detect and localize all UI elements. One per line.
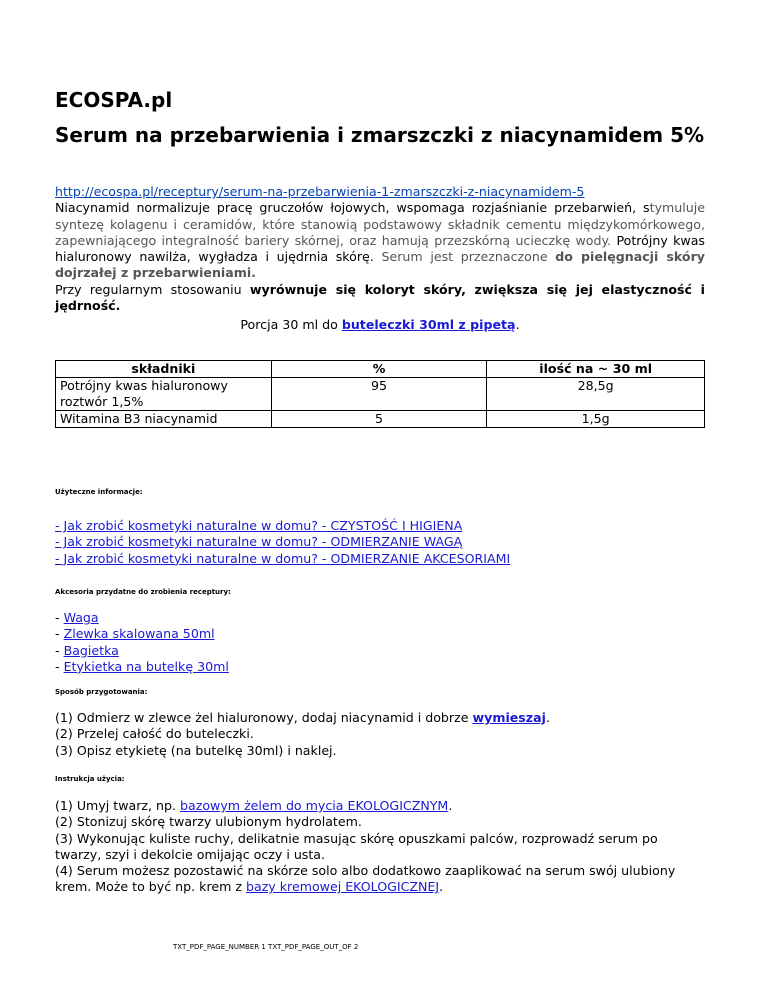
preparation-steps <box>55 710 705 759</box>
intro-text: zapewniającego integralność bariery skórnej, oraz hamują przezskórną ucieczkę wody. <box>55 232 612 248</box>
table-cell: 28,5g <box>487 378 705 411</box>
step-text: krem. Może to być np. krem z <box>55 879 246 895</box>
ingredients-table <box>55 360 705 428</box>
table-cell: Potrójny kwas hialuronowy roztwór 1,5% <box>56 378 272 411</box>
accessory-link-rod[interactable]: Bagietka <box>63 642 119 658</box>
page-footer: TXT_PDF_PAGE_NUMBER 1 TXT_PDF_PAGE_OUT_OF 2 <box>173 943 359 951</box>
step-text: . <box>448 798 453 813</box>
list-item: - Etykietka na butelkę 30ml <box>55 658 229 674</box>
intro-line-2: syntezę kolagenu i ceramidów, które stanowią podstawowy składnik cementu międzykomórkowego, <box>55 216 705 232</box>
page-title: Serum na przebarwienia i zmarszczki z niacynamidem 5% <box>55 123 705 147</box>
list-item: (3) Opisz etykietę (na butelkę 30ml) i naklej. <box>55 742 337 758</box>
table-row <box>56 378 705 411</box>
site-title: ECOSPA.pl <box>55 88 173 112</box>
table-header: % <box>271 361 487 378</box>
bottle-link[interactable]: buteleczki 30ml z pipetą <box>341 317 516 332</box>
table-header-row <box>56 361 705 378</box>
intro-text: hialuronowy nawilża, wygładza i ujędrnia skórę. <box>55 249 374 265</box>
list-item: (2) Stonizuj skórę twarzy ulubionym hydrolatem. <box>55 814 362 830</box>
table-cell: 1,5g <box>487 411 705 428</box>
intro-bold-text: wyrównuje się koloryt skóry, zwiększa się jej elastyczność i <box>249 281 705 297</box>
accessories-heading: Akcesoria przydatne do zrobienia receptury: <box>55 588 231 596</box>
list-item <box>55 710 705 726</box>
intro-line-5 <box>55 265 705 281</box>
step-text: (1) Umyj twarz, np. <box>55 798 181 813</box>
list-item: (3) Wykonując kuliste ruchy, delikatnie masując skórę opuszkami palców, rozprowadź serum po <box>55 830 658 846</box>
intro-text: Potrójny kwas <box>611 232 705 248</box>
intro-text: Serum jest przeznaczone <box>373 249 556 265</box>
table-cell: 5 <box>271 411 487 428</box>
accessory-link-scale[interactable]: Waga <box>63 610 99 625</box>
accessory-link-label[interactable]: Etykietka na butelkę 30ml <box>63 658 229 674</box>
table-header: składniki <box>56 361 272 378</box>
table-header: ilość na ~ 30 ml <box>487 361 705 378</box>
list-item: - Waga <box>55 610 99 625</box>
table-cell: Witamina B3 niacynamid <box>56 411 272 428</box>
portion-line <box>55 317 705 332</box>
accessories-list <box>55 610 705 675</box>
intro-text: Niacynamid normalizuje pracę gruczołów łojowych, wspomaga rozjaśnianie przebarwień, s <box>55 200 650 216</box>
cleansing-gel-link[interactable]: bazowym żelem do mycia EKOLOGICZNYM <box>180 798 449 813</box>
intro-line-6 <box>55 282 705 298</box>
preparation-heading: Sposób przygotowania: <box>55 688 148 696</box>
intro-line-7 <box>55 298 705 314</box>
cream-base-link[interactable]: bazy kremowej EKOLOGICZNEJ <box>245 879 440 895</box>
intro-text: Przy regularnym stosowaniu <box>55 281 250 297</box>
list-item: - Bagietka <box>55 642 119 658</box>
step-text: . <box>545 710 550 725</box>
table-row <box>56 411 705 428</box>
intro-bold-text: dojrzałej z przebarwieniami. <box>55 265 256 281</box>
intro-line-4 <box>55 249 705 265</box>
intro-line-1 <box>55 200 705 216</box>
portion-prefix: Porcja 30 ml do <box>240 317 342 332</box>
list-item: (2) Przelej całość do buteleczki. <box>55 726 254 742</box>
intro-section <box>55 184 705 314</box>
list-item <box>55 798 705 814</box>
mix-link[interactable]: wymieszaj <box>472 710 546 725</box>
portion-suffix: . <box>515 317 520 332</box>
useful-link-hygiene[interactable]: - Jak zrobić kosmetyki naturalne w domu? - CZYSTOŚĆ I HIGIENA <box>55 518 463 533</box>
useful-info-heading: Użyteczne informacje: <box>55 488 143 496</box>
useful-link-measuring[interactable]: - Jak zrobić kosmetyki naturalne w domu? - ODMIERZANIE AKCESORIAMI <box>55 550 511 566</box>
list-item <box>55 879 705 895</box>
source-url-link[interactable]: http://ecospa.pl/receptury/serum-na-przebarwienia-1-zmarszczki-z-niacynamidem-5 <box>55 184 585 199</box>
intro-line-3 <box>55 233 705 249</box>
usage-heading: Instrukcja użycia: <box>55 775 125 783</box>
intro-text: tymuluje <box>649 200 705 216</box>
list-item: - Zlewka skalowana 50ml <box>55 626 215 642</box>
step-text: . <box>439 879 444 895</box>
useful-link-weighing[interactable]: - Jak zrobić kosmetyki naturalne w domu? - ODMIERZANIE WAGĄ <box>55 534 463 550</box>
step-text: (1) Odmierz w zlewce żel hialuronowy, dodaj niacynamid i dobrze <box>55 710 473 725</box>
intro-bold-text: do pielęgnacji skóry <box>555 249 705 265</box>
usage-steps <box>55 798 705 896</box>
table-cell: 95 <box>271 378 487 411</box>
intro-bold-text: jędrność. <box>55 298 121 314</box>
list-item: (4) Serum możesz pozostawić na skórze solo albo dodatkowo zaaplikować na serum swój ulubiony <box>55 863 676 879</box>
list-item: twarzy, szyi i dekolcie omijając oczy i usta. <box>55 846 326 862</box>
useful-links-list <box>55 518 705 567</box>
accessory-link-beaker[interactable]: Zlewka skalowana 50ml <box>63 626 215 642</box>
